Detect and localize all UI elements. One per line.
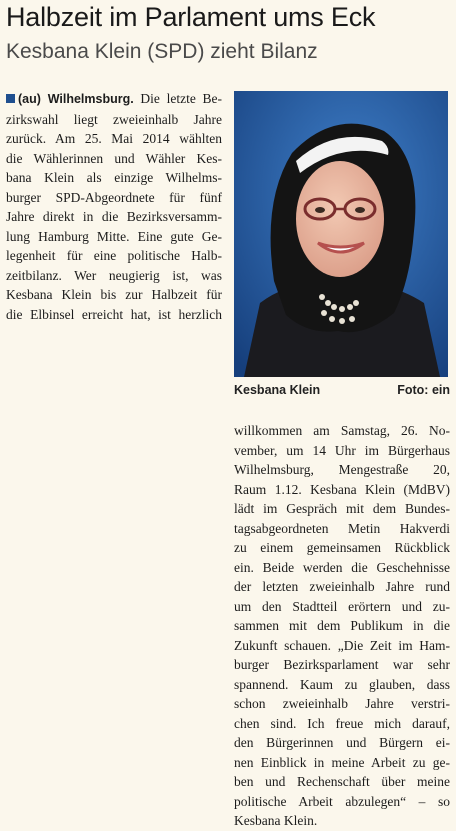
column-line: schon zweieinhalb Jahre verstri- [234, 696, 450, 711]
photo-caption-name: Kesbana Klein [234, 383, 321, 397]
column-line: Raum 1.12. Kesbana Klein (MdBV) [234, 481, 450, 497]
column-line [6, 89, 222, 110]
column-line: sammen mit dem Publikum in die [234, 618, 450, 633]
column-line: Kesbana Klein bis zur Halbzeit für [6, 287, 222, 302]
dateline: (au) Wilhelmsburg. [18, 92, 134, 106]
column-line: zurück. Am 25. Mai 2014 wählten [6, 131, 222, 146]
column-line: legenheit für eine politische Halb- [6, 248, 222, 263]
column-line: bana Klein als einzige Wilhelms- [6, 170, 222, 185]
column-line: zu einem gemeinsamen Rückblick [234, 540, 450, 555]
article-column-right [234, 421, 450, 831]
column-line: vember, um 14 Uhr im Bürgerhaus [234, 442, 450, 458]
column-line: lädt im Gespräch mit dem Bundes- [234, 501, 450, 516]
column-line: spannend. Kaum zu glauben, dass [234, 676, 450, 692]
column-line: zeitbilanz. Wer neugierig ist, was [6, 267, 222, 283]
column-line: die Elbinsel erreicht hat, ist herzlich [6, 306, 222, 322]
column-line: die Wählerinnen und Wähler Kes- [6, 150, 222, 166]
headline: Halbzeit im Parlament ums Eck [6, 2, 376, 32]
portrait-photo [234, 91, 448, 377]
column-line: Zukunft schauen. „Die Zeit im Ham- [234, 637, 450, 653]
column-line: tagsabgeordneten Metin Hakverdi [234, 520, 450, 536]
portrait-illustration [234, 91, 448, 377]
subheadline: Kesbana Klein (SPD) zieht Bilanz [6, 40, 318, 63]
column-line: um den Stadtteil erörtern und zu- [234, 598, 450, 614]
column-line: willkommen am Samstag, 26. No- [234, 423, 450, 438]
column-line: Jahre direkt in die Bezirksversamm- [6, 209, 222, 224]
column-line: Wilhelmsburg, Mengestraße 20, [234, 462, 450, 477]
article-column-left [6, 89, 222, 324]
column-line: lung Hamburg Mitte. Eine gute Ge- [6, 228, 222, 244]
column-line-text: Die letzte Be- [133, 91, 222, 106]
column-line: politische Arbeit abzulegen“ – so [234, 793, 450, 809]
column-line: nen Einblick in meine Arbeit zu ge- [234, 754, 450, 770]
column-line: ben und Rechenschaft über meine [234, 774, 450, 789]
photo-credit: Foto: ein [397, 383, 450, 397]
square-marker-icon [6, 94, 15, 103]
column-line: ein. Beide werden die Geschehnisse [234, 559, 450, 575]
column-line: Kesbana Klein. [234, 813, 318, 828]
column-line: burger SPD-Abgeordnete für fünf [6, 189, 222, 205]
column-line: der letzten zweieinhalb Jahre rund [234, 579, 450, 594]
column-line: burger Bezirksparlament war sehr [234, 657, 450, 672]
column-line: chen sind. Ich freue mich darauf, [234, 715, 450, 731]
column-line: zirkswahl liegt zweieinhalb Jahre [6, 111, 222, 127]
column-line: den Bürgerinnen und Bürgern ei- [234, 735, 450, 750]
